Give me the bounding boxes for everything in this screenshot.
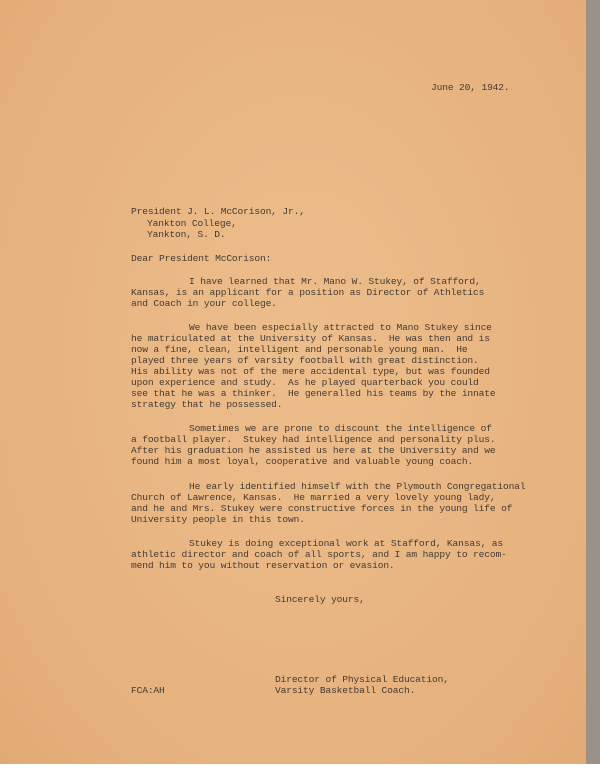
paragraph-line: found him a most loyal, cooperative and valuable young coach.: [131, 456, 474, 467]
paragraph-line: His ability was not of the mere accidental type, but was founded: [131, 366, 490, 377]
recipient-location: Yankton, S. D.: [147, 229, 226, 240]
signature-title-1: Director of Physical Education,: [275, 674, 449, 685]
signature-title-2: Varsity Basketball Coach.: [275, 685, 416, 696]
recipient-name: President J. L. McCorison, Jr.,: [131, 206, 305, 217]
closing: Sincerely yours,: [275, 594, 365, 605]
paragraph-line: Church of Lawrence, Kansas. He married a very lovely young lady,: [131, 492, 496, 503]
paragraph-line: strategy that he possessed.: [131, 399, 283, 410]
scan-edge-right: [586, 0, 600, 773]
scan-edge-bottom: [0, 764, 600, 773]
paragraph-line: We have been especially attracted to Mano Stukey since: [189, 322, 492, 333]
paragraph-line: see that he was a thinker. He generalled his teams by the innate: [131, 388, 496, 399]
paragraph-line: now a fine, clean, intelligent and personable young man. He: [131, 344, 468, 355]
paragraph-line: and Coach in your college.: [131, 298, 277, 309]
paragraph-line: he matriculated at the University of Kansas. He was then and is: [131, 333, 490, 344]
paragraph-line: He early identified himself with the Plymouth Congregational: [189, 481, 526, 492]
letter-date: June 20, 1942.: [431, 82, 510, 93]
paragraph-line: Kansas, is an applicant for a position as Director of Athletics: [131, 287, 485, 298]
salutation: Dear President McCorison:: [131, 253, 272, 264]
paragraph-line: Stukey is doing exceptional work at Stafford, Kansas, as: [189, 538, 504, 549]
initials: FCA:AH: [131, 685, 165, 696]
paragraph-line: played three years of varsity football with great distinction.: [131, 355, 479, 366]
paragraph-line: and he and Mrs. Stukey were constructive forces in the young life of: [131, 503, 513, 514]
paragraph-line: University people in this town.: [131, 514, 305, 525]
paragraph-line: athletic director and coach of all sports, and I am happy to recom-: [131, 549, 507, 560]
paragraph-line: mend him to you without reservation or evasion.: [131, 560, 395, 571]
paragraph-line: upon experience and study. As he played quarterback you could: [131, 377, 479, 388]
paragraph-line: After his graduation he assisted us here at the University and we: [131, 445, 496, 456]
recipient-institution: Yankton College,: [147, 218, 237, 229]
paragraph-line: a football player. Stukey had intelligence and personality plus.: [131, 434, 496, 445]
paragraph-line: Sometimes we are prone to discount the intelligence of: [189, 423, 492, 434]
paragraph-line: I have learned that Mr. Mano W. Stukey, of Stafford,: [189, 276, 481, 287]
